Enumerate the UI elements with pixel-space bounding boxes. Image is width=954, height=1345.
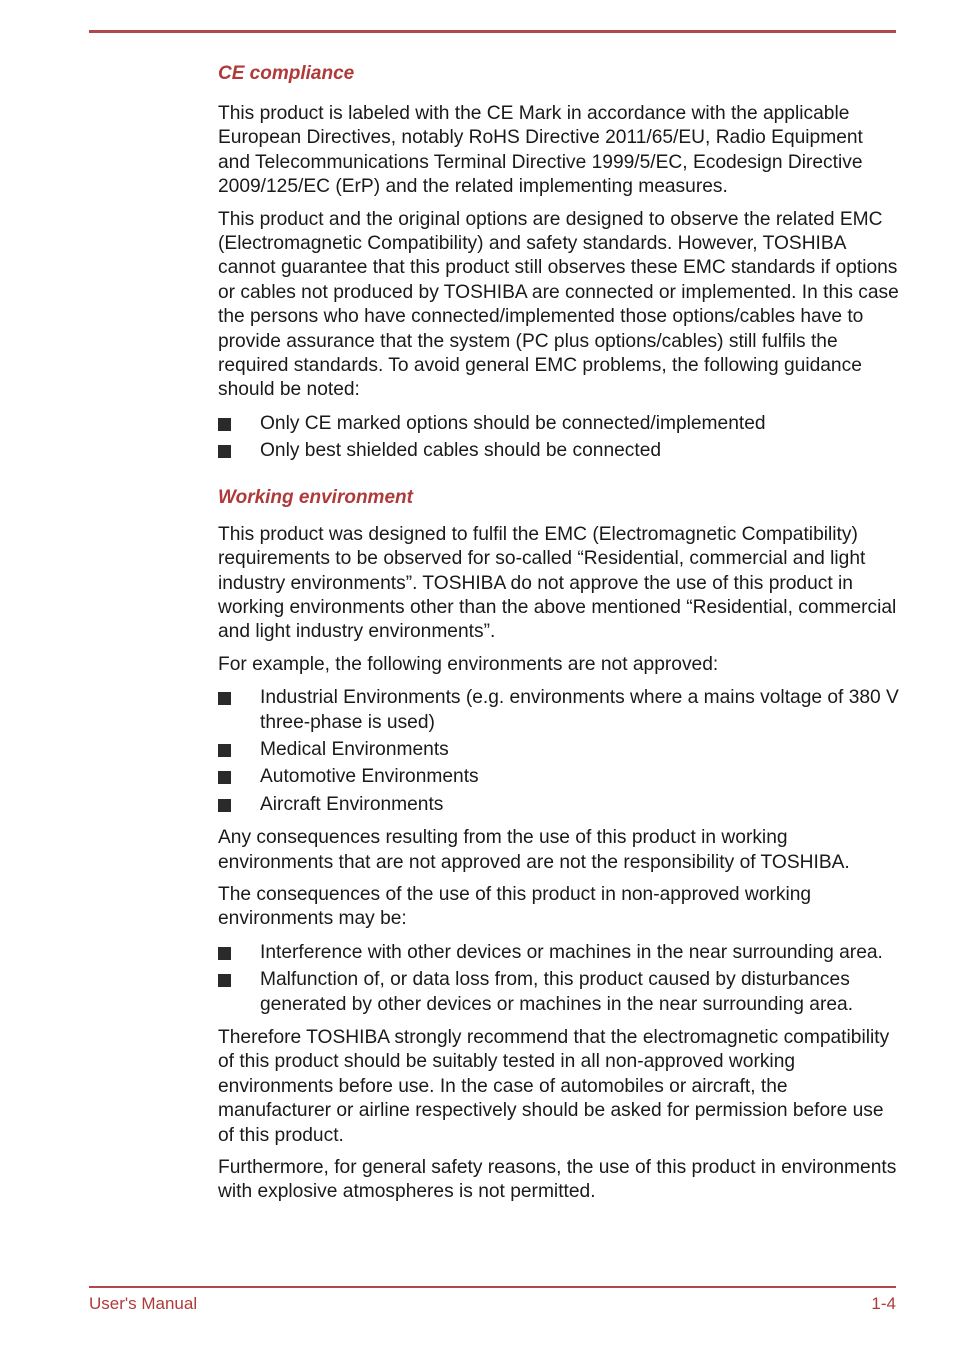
list-item: Industrial Environments (e.g. environments where a mains voltage of 380 V three-phase is used) [218,686,900,735]
working-paragraph-6: Furthermore, for general safety reasons, the use of this product in environments with explosive atmospheres is not permitted. [218,1157,897,1203]
square-bullet-icon [218,799,231,812]
consequences-list [218,941,900,1017]
square-bullet-icon [218,771,231,784]
square-bullet-icon [218,692,231,705]
page-content [218,60,900,1205]
square-bullet-icon [218,445,231,458]
not-approved-list [218,686,900,817]
square-bullet-icon [218,744,231,757]
list-item: Malfunction of, or data loss from, this product caused by disturbances generated by other devices or machines in the near surrounding area. [218,968,900,1017]
ce-bullet-list [218,412,900,464]
list-item: Only best shielded cables should be connected [218,439,900,463]
ce-heading: CE compliance [218,63,355,84]
list-item: Medical Environments [218,738,900,762]
square-bullet-icon [218,947,231,960]
working-paragraph-4: The consequences of the use of this product in non-approved working environments may be: [218,883,812,930]
working-environment-heading: Working environment [218,486,413,508]
working-paragraph-1: This product was designed to fulfil the EMC (Electromagnetic Compatibility) requirements to be observed for so-called “Residential, commercial and light industry environments”. TOSHIBA do not approve the use of this product in working environments other than the above mentioned “Residential, commercial and light industry environments”. [218,523,897,643]
footer-page-number: 1-4 [871,1294,896,1313]
footer-rule [89,1286,896,1288]
ce-paragraph-1: This product is labeled with the CE Mark in accordance with the applicable European Directives, notably RoHS Directive 2011/65/EU, Radio Equipment and Telecommunications Terminal Directive 1999/5/EC, Ecodesign Directive 2009/125/EC (ErP) and the related implementing measures. [218,103,863,198]
list-item: Interference with other devices or machines in the near surrounding area. [218,941,900,965]
working-paragraph-5: Therefore TOSHIBA strongly recommend that the electromagnetic compatibility of this product should be suitably tested in all non-approved working environments before use. In the case of automobiles or aircraft, the manufacturer or airline respectively should be asked for permission before use of this product. [218,1027,890,1146]
working-paragraph-2: For example, the following environments are not approved: [218,653,719,675]
square-bullet-icon [218,418,231,431]
working-paragraph-3: Any consequences resulting from the use of this product in working environments that are not approved are not the responsibility of TOSHIBA. [218,827,850,873]
list-item: Automotive Environments [218,765,900,789]
square-bullet-icon [218,974,231,987]
list-item: Only CE marked options should be connected/implemented [218,412,900,436]
header-rule [89,30,896,33]
list-item: Aircraft Environments [218,793,900,817]
ce-paragraph-2: This product and the original options are designed to observe the related EMC (Electromagnetic Compatibility) and safety standards. However, TOSHIBA cannot guarantee that this product still observes these EMC standards if options or cables not produced by TOSHIBA are connected or implemented. In this case the persons who have connected/implemented those options/cables have to provide assurance that the system (PC plus options/cables) still fulfils the required standards. To avoid general EMC problems, the following guidance should be noted: [218,208,899,401]
footer-manual-title: User's Manual [89,1294,198,1313]
